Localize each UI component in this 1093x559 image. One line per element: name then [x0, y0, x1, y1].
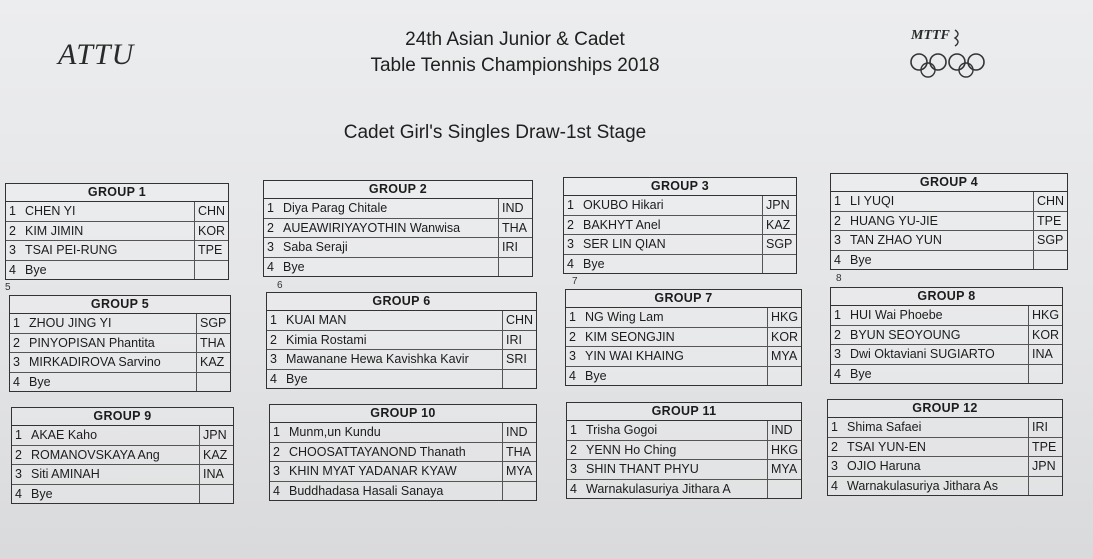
seed-number: 1 — [270, 313, 277, 327]
player-name: PINYOPISAN Phantita — [29, 335, 155, 350]
player-row — [831, 231, 1067, 251]
country-code — [1033, 251, 1067, 270]
player-name: KIM JIMIN — [25, 223, 84, 238]
player-row — [828, 438, 1062, 458]
player-row — [567, 460, 801, 480]
group-card — [11, 407, 234, 504]
country-code: IND — [502, 423, 536, 442]
player-row — [6, 222, 228, 242]
player-name: Munm,un Kundu — [289, 425, 381, 439]
country-code — [199, 485, 233, 504]
group-title: GROUP 11 — [567, 403, 801, 421]
player-name: OJIO Haruna — [847, 459, 921, 473]
country-code: SGP — [196, 314, 230, 333]
country-code: MYA — [767, 460, 801, 479]
group-title: GROUP 4 — [831, 174, 1067, 192]
player-name: KHIN MYAT YADANAR KYAW — [289, 464, 457, 478]
country-code — [498, 258, 532, 277]
player-name: TSAI PEI-RUNG — [25, 243, 118, 257]
group-marker: 8 — [836, 273, 842, 284]
title-line-1: 24th Asian Junior & Cadet — [405, 29, 625, 50]
player-row — [264, 199, 532, 219]
country-code: KAZ — [762, 216, 796, 235]
country-code: JPN — [762, 196, 796, 215]
country-code: KOR — [1028, 326, 1062, 345]
player-row — [12, 485, 233, 504]
seed-number: 1 — [567, 198, 574, 212]
player-row — [564, 216, 796, 236]
title-line-2: Table Tennis Championships 2018 — [370, 55, 660, 76]
group-title: GROUP 12 — [828, 400, 1062, 418]
player-row — [270, 482, 536, 501]
player-row — [12, 426, 233, 446]
player-row — [831, 251, 1067, 270]
player-name: Trisha Gogoi — [586, 423, 658, 437]
player-row — [828, 418, 1062, 438]
player-name: ROMANOVSKAYA Ang — [31, 447, 160, 462]
player-name: HUANG YU-JIE — [850, 213, 938, 228]
group-title: GROUP 7 — [566, 290, 801, 308]
player-row — [264, 258, 532, 277]
player-name: AUEAWIRIYAYOTHIN Wanwisa — [283, 220, 461, 235]
player-name: Buddhadasa Hasali Sanaya — [289, 483, 444, 498]
seed-number: 4 — [834, 252, 841, 267]
country-code: IRI — [502, 331, 536, 350]
country-code: MYA — [502, 462, 536, 481]
country-code: CHN — [1033, 192, 1067, 211]
country-code — [767, 367, 801, 386]
country-code: HKG — [767, 308, 801, 327]
seed-number: 2 — [567, 217, 574, 232]
country-code: IRI — [498, 238, 532, 257]
seed-number: 3 — [569, 349, 576, 363]
player-name: TAN ZHAO YUN — [850, 233, 942, 247]
seed-number: 1 — [15, 428, 22, 442]
player-row — [264, 219, 532, 239]
player-name: CHOOSATTAYANOND Thanath — [289, 444, 466, 459]
player-row — [831, 365, 1062, 384]
seed-number: 3 — [834, 233, 841, 247]
group-title: GROUP 8 — [831, 288, 1062, 306]
seed-number: 3 — [273, 464, 280, 478]
player-row — [267, 370, 536, 389]
mttf-logo-text: MTTF — [911, 28, 950, 43]
player-name: KIM SEONGJIN — [585, 329, 675, 344]
player-name: CHEN YI — [25, 204, 76, 218]
player-row — [12, 446, 233, 466]
country-code: KAZ — [196, 353, 230, 372]
country-code: KAZ — [199, 446, 233, 465]
seed-number: 4 — [13, 374, 20, 389]
seed-number: 1 — [273, 425, 280, 439]
player-name: Bye — [31, 486, 53, 501]
seed-number: 1 — [834, 308, 841, 322]
seed-number: 2 — [834, 327, 841, 342]
country-code — [502, 482, 536, 501]
seed-number: 4 — [270, 371, 277, 386]
seed-number: 2 — [570, 442, 577, 457]
player-name: Bye — [850, 252, 872, 267]
draw-subtitle: Cadet Girl's Singles Draw-1st Stage — [343, 122, 647, 143]
country-code: IND — [498, 199, 532, 218]
seed-number: 3 — [570, 462, 577, 476]
group-title: GROUP 2 — [264, 181, 532, 199]
player-name: ZHOU JING YI — [29, 316, 112, 330]
seed-number: 1 — [13, 316, 20, 330]
player-name: AKAE Kaho — [31, 428, 98, 442]
country-code: HKG — [1028, 306, 1062, 325]
seed-number: 1 — [267, 201, 274, 215]
seed-number: 4 — [9, 262, 16, 277]
player-name: Diya Parag Chitale — [283, 201, 388, 215]
country-code: HKG — [767, 441, 801, 460]
player-name: YENN Ho Ching — [586, 442, 677, 457]
player-row — [270, 443, 536, 463]
country-code — [196, 373, 230, 392]
seed-number: 1 — [569, 310, 576, 324]
player-name: Bye — [29, 374, 51, 389]
player-name: Warnakulasuriya Jithara As — [847, 478, 998, 493]
player-row — [267, 331, 536, 351]
player-row — [10, 334, 230, 354]
group-title: GROUP 6 — [267, 293, 536, 311]
seed-number: 2 — [9, 223, 16, 238]
player-name: LI YUQI — [850, 194, 895, 208]
player-row — [567, 441, 801, 461]
player-row — [564, 235, 796, 255]
seed-number: 3 — [15, 467, 22, 481]
country-code: THA — [498, 219, 532, 238]
group-card — [827, 399, 1063, 496]
player-name: Saba Seraji — [283, 240, 348, 254]
group-title: GROUP 5 — [10, 296, 230, 314]
group-card — [830, 173, 1068, 270]
country-code: CHN — [502, 311, 536, 330]
player-name: MIRKADIROVA Sarvino — [29, 355, 161, 369]
country-code: TPE — [1033, 212, 1067, 231]
player-row — [567, 480, 801, 499]
olympic-rings-icon — [905, 28, 1000, 78]
country-code: MYA — [767, 347, 801, 366]
seed-number: 4 — [834, 366, 841, 381]
seed-number: 3 — [270, 352, 277, 366]
player-row — [10, 373, 230, 392]
country-code: IND — [767, 421, 801, 440]
seed-number: 3 — [831, 459, 838, 473]
player-name: Bye — [585, 368, 607, 383]
seed-number: 2 — [273, 444, 280, 459]
group-card — [830, 287, 1063, 384]
player-name: Bye — [850, 366, 872, 381]
seed-number: 3 — [9, 243, 16, 257]
country-code — [762, 255, 796, 274]
country-code: CHN — [194, 202, 228, 221]
player-row — [831, 326, 1062, 346]
player-row — [270, 462, 536, 482]
seed-number: 2 — [569, 329, 576, 344]
player-row — [10, 353, 230, 373]
attu-logo: ATTU — [58, 38, 135, 71]
player-row — [6, 241, 228, 261]
country-code: INA — [1028, 345, 1062, 364]
player-name: Kimia Rostami — [286, 332, 367, 347]
player-name: Bye — [283, 259, 305, 274]
seed-number: 2 — [831, 439, 838, 454]
seed-number: 4 — [569, 368, 576, 383]
player-name: KUAI MAN — [286, 313, 347, 327]
player-name: YIN WAI KHAING — [585, 349, 684, 363]
seed-number: 4 — [831, 478, 838, 493]
group-title: GROUP 10 — [270, 405, 536, 423]
group-title: GROUP 3 — [564, 178, 796, 196]
seed-number: 2 — [15, 447, 22, 462]
player-row — [828, 457, 1062, 477]
seed-number: 3 — [267, 240, 274, 254]
group-card — [5, 183, 229, 280]
player-name: SER LIN QIAN — [583, 237, 666, 251]
country-code — [767, 480, 801, 499]
country-code: TPE — [194, 241, 228, 260]
player-name: Shima Safaei — [847, 420, 922, 434]
country-code: TPE — [1028, 438, 1062, 457]
player-name: HUI Wai Phoebe — [850, 308, 943, 322]
country-code: JPN — [1028, 457, 1062, 476]
country-code: INA — [199, 465, 233, 484]
player-row — [564, 255, 796, 274]
player-name: NG Wing Lam — [585, 310, 664, 324]
player-name: SHIN THANT PHYU — [586, 462, 699, 476]
player-row — [566, 367, 801, 386]
player-row — [267, 311, 536, 331]
group-title: GROUP 1 — [6, 184, 228, 202]
seed-number: 3 — [13, 355, 20, 369]
seed-number: 4 — [15, 486, 22, 501]
player-name: Mawanane Hewa Kavishka Kavir — [286, 352, 469, 366]
page-title — [300, 27, 730, 79]
seed-number: 2 — [267, 220, 274, 235]
seed-number: 4 — [273, 483, 280, 498]
player-name: Bye — [25, 262, 47, 277]
player-row — [267, 350, 536, 370]
player-row — [828, 477, 1062, 496]
group-card — [269, 404, 537, 501]
seed-number: 1 — [834, 194, 841, 208]
seed-number: 4 — [570, 481, 577, 496]
player-name: Siti AMINAH — [31, 467, 100, 481]
country-code: JPN — [199, 426, 233, 445]
country-code: THA — [502, 443, 536, 462]
player-row — [566, 347, 801, 367]
country-code: THA — [196, 334, 230, 353]
player-row — [831, 306, 1062, 326]
player-row — [831, 192, 1067, 212]
player-row — [566, 328, 801, 348]
player-row — [270, 423, 536, 443]
player-name: Bye — [286, 371, 308, 386]
player-name: Dwi Oktaviani SUGIARTO — [850, 347, 995, 361]
group-card — [563, 177, 797, 274]
seed-number: 3 — [567, 237, 574, 251]
group-card — [566, 402, 802, 499]
group-marker: 6 — [277, 280, 283, 291]
player-row — [6, 202, 228, 222]
player-name: BAKHYT Anel — [583, 217, 661, 232]
country-code — [1028, 365, 1062, 384]
seed-number: 4 — [267, 259, 274, 274]
group-marker: 5 — [5, 282, 11, 293]
player-name: OKUBO Hikari — [583, 198, 664, 212]
country-code — [502, 370, 536, 389]
country-code — [194, 261, 228, 280]
country-code — [1028, 477, 1062, 496]
group-marker: 7 — [572, 276, 578, 287]
player-row — [6, 261, 228, 280]
country-code: KOR — [194, 222, 228, 241]
country-code: IRI — [1028, 418, 1062, 437]
group-card — [266, 292, 537, 389]
group-card — [263, 180, 533, 277]
seed-number: 2 — [834, 213, 841, 228]
seed-number: 1 — [570, 423, 577, 437]
player-row — [567, 421, 801, 441]
player-name: Bye — [583, 256, 605, 271]
mttf-logo — [905, 28, 1000, 78]
seed-number: 1 — [831, 420, 838, 434]
country-code: SRI — [502, 350, 536, 369]
player-row — [564, 196, 796, 216]
country-code: SGP — [762, 235, 796, 254]
seed-number: 3 — [834, 347, 841, 361]
player-row — [831, 345, 1062, 365]
player-name: TSAI YUN-EN — [847, 439, 926, 454]
seed-number: 2 — [13, 335, 20, 350]
player-row — [566, 308, 801, 328]
seed-number: 2 — [270, 332, 277, 347]
group-card — [9, 295, 231, 392]
player-row — [10, 314, 230, 334]
player-name: Warnakulasuriya Jithara A — [586, 481, 731, 496]
group-title: GROUP 9 — [12, 408, 233, 426]
player-row — [264, 238, 532, 258]
country-code: SGP — [1033, 231, 1067, 250]
player-row — [12, 465, 233, 485]
player-name: BYUN SEOYOUNG — [850, 327, 961, 342]
player-row — [831, 212, 1067, 232]
seed-number: 1 — [9, 204, 16, 218]
country-code: KOR — [767, 328, 801, 347]
seed-number: 4 — [567, 256, 574, 271]
group-card — [565, 289, 802, 386]
